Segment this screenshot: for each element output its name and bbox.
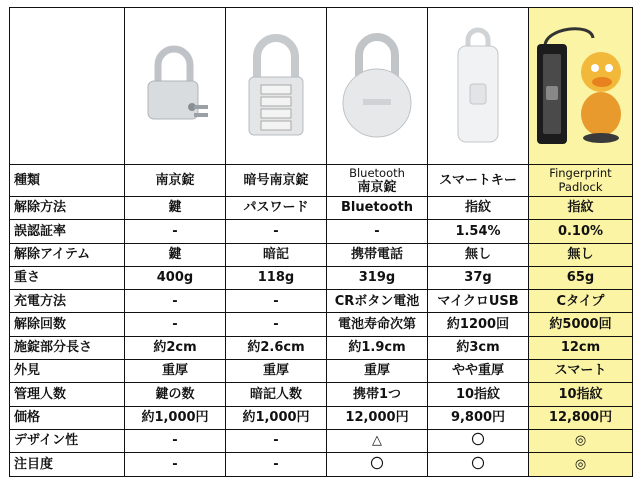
table-row <box>10 336 633 359</box>
col-header-line1: Bluetooth <box>349 165 405 180</box>
table-cell: 携帯1つ <box>327 383 428 406</box>
col-header-combination-lock: 暗号南京錠 <box>226 165 327 197</box>
table-cell: - <box>125 429 226 452</box>
table-cell: 約2cm <box>125 336 226 359</box>
table-cell: 10指紋 <box>428 383 529 406</box>
col-header-fingerprint-padlock <box>529 165 633 197</box>
table-cell: 電池寿命次第 <box>327 313 428 336</box>
table-cell: 無し <box>529 243 633 266</box>
row-label: 充電方法 <box>10 290 125 313</box>
row-label: デザイン性 <box>10 429 125 452</box>
table-cell: スマート <box>529 360 633 383</box>
col-header-padlock: 南京錠 <box>125 165 226 197</box>
padlock-icon <box>140 41 210 131</box>
row-label: 解除アイテム <box>10 243 125 266</box>
row-label: 解除回数 <box>10 313 125 336</box>
table-cell: 約1200回 <box>428 313 529 336</box>
table-cell: 重厚 <box>327 360 428 383</box>
table-cell: 12,800円 <box>529 406 633 429</box>
table-cell: 〇 <box>428 453 529 476</box>
table-row <box>10 290 633 313</box>
table-cell: - <box>226 453 327 476</box>
table-cell: △ <box>327 429 428 452</box>
row-label: 解除方法 <box>10 197 125 220</box>
table-cell: 319g <box>327 266 428 289</box>
table-cell: 〇 <box>428 429 529 452</box>
table-cell: 約1,000円 <box>226 406 327 429</box>
table-row <box>10 243 633 266</box>
table-cell: - <box>226 313 327 336</box>
bluetooth-lock-icon <box>337 31 417 141</box>
table-cell: 無し <box>428 243 529 266</box>
table-row <box>10 429 633 452</box>
table-cell: 65g <box>529 266 633 289</box>
table-cell: 約1.9cm <box>327 336 428 359</box>
table-cell: 携帯電話 <box>327 243 428 266</box>
table-cell: 鍵の数 <box>125 383 226 406</box>
col-header-line2: 南京錠 <box>357 179 397 195</box>
table-row <box>10 266 633 289</box>
table-cell: 37g <box>428 266 529 289</box>
table-cell: 重厚 <box>226 360 327 383</box>
fingerprint-padlock-icon <box>531 24 631 149</box>
table-cell: マイクロUSB <box>428 290 529 313</box>
type-row <box>10 165 633 197</box>
row-label: 施錠部分長さ <box>10 336 125 359</box>
table-cell: - <box>125 453 226 476</box>
table-cell: - <box>226 290 327 313</box>
col-header-bluetooth-lock <box>327 165 428 197</box>
row-label: 重さ <box>10 266 125 289</box>
table-row <box>10 406 633 429</box>
col-header-smart-key: スマートキー <box>428 165 529 197</box>
table-cell: 118g <box>226 266 327 289</box>
col-header-line1: Fingerprint <box>549 165 612 180</box>
table-cell: 鍵 <box>125 243 226 266</box>
fingerprint-padlock-image-cell <box>529 8 633 165</box>
table-cell: CRボタン電池 <box>327 290 428 313</box>
table-cell: 約3cm <box>428 336 529 359</box>
smart-key-icon <box>448 26 508 146</box>
table-cell: - <box>327 220 428 243</box>
table-row <box>10 220 633 243</box>
bluetooth-lock-image-cell <box>327 8 428 165</box>
table-cell: 10指紋 <box>529 383 633 406</box>
table-cell: 指紋 <box>529 197 633 220</box>
row-label: 誤認証率 <box>10 220 125 243</box>
table-cell: 暗記人数 <box>226 383 327 406</box>
table-cell: 約1,000円 <box>125 406 226 429</box>
table-row <box>10 197 633 220</box>
row-label: 種類 <box>10 165 125 197</box>
table-cell: - <box>125 313 226 336</box>
image-row <box>10 8 633 165</box>
table-row <box>10 383 633 406</box>
table-row <box>10 453 633 476</box>
table-cell: パスワード <box>226 197 327 220</box>
table-cell: 9,800円 <box>428 406 529 429</box>
table-cell: - <box>226 220 327 243</box>
padlock-image-cell <box>125 8 226 165</box>
table-cell: - <box>125 290 226 313</box>
combination-lock-image-cell <box>226 8 327 165</box>
table-row <box>10 360 633 383</box>
row-label: 注目度 <box>10 453 125 476</box>
table-cell: 重厚 <box>125 360 226 383</box>
table-cell: ◎ <box>529 453 633 476</box>
row-label: 外見 <box>10 360 125 383</box>
table-cell: 0.10% <box>529 220 633 243</box>
table-cell: 指紋 <box>428 197 529 220</box>
table-cell: 約5000回 <box>529 313 633 336</box>
table-cell: Bluetooth <box>327 197 428 220</box>
table-cell: 〇 <box>327 453 428 476</box>
table-cell: 暗記 <box>226 243 327 266</box>
table-cell: やや重厚 <box>428 360 529 383</box>
table-cell: - <box>125 220 226 243</box>
table-row <box>10 313 633 336</box>
smart-key-image-cell <box>428 8 529 165</box>
table-cell: 鍵 <box>125 197 226 220</box>
table-cell: Cタイプ <box>529 290 633 313</box>
table-cell: 約2.6cm <box>226 336 327 359</box>
combination-lock-icon <box>241 31 311 141</box>
corner-cell <box>10 8 125 165</box>
row-label: 価格 <box>10 406 125 429</box>
comparison-table <box>9 7 633 477</box>
table-body <box>10 197 633 477</box>
table-cell: - <box>226 429 327 452</box>
col-header-line2: Padlock <box>558 179 603 194</box>
row-label: 管理人数 <box>10 383 125 406</box>
table-cell: 400g <box>125 266 226 289</box>
table-cell: 12,000円 <box>327 406 428 429</box>
table-cell: 12cm <box>529 336 633 359</box>
table-cell: ◎ <box>529 429 633 452</box>
table-cell: 1.54% <box>428 220 529 243</box>
